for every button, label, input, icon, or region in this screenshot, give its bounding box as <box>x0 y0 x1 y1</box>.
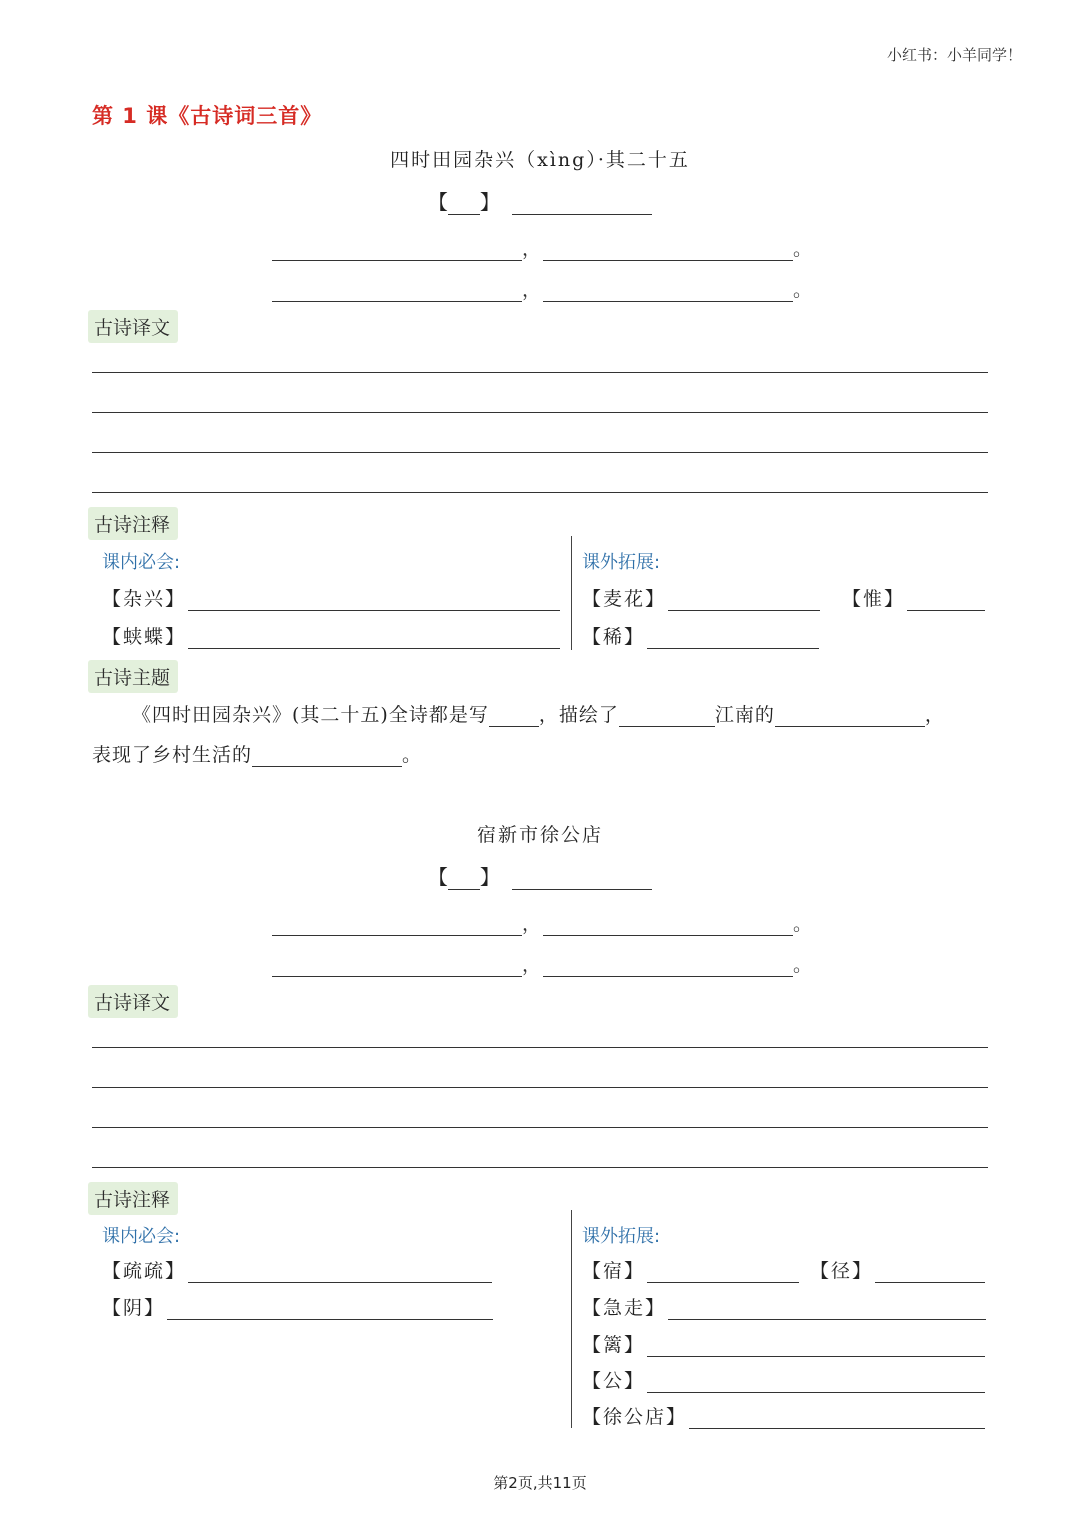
period: 。 <box>793 954 813 976</box>
note-term: 【疏疏】 <box>102 1260 187 1282</box>
note-blank[interactable] <box>188 588 560 611</box>
theme-text: 表现了乡村生活的 <box>92 744 253 766</box>
note-blank[interactable] <box>647 1370 985 1393</box>
poem2-notes-tag: 古诗注释 <box>88 1182 178 1215</box>
theme-text: 《四时田园杂兴》(其二十五)全诗都是写 <box>132 704 489 726</box>
author-blank[interactable] <box>512 869 652 890</box>
translation-line[interactable] <box>92 1047 988 1048</box>
translation-line[interactable] <box>92 452 988 453</box>
poem2-translation-tag: 古诗译文 <box>88 985 178 1018</box>
note-term: 【稀】 <box>582 626 646 648</box>
note-item-gong <box>582 1366 985 1393</box>
note-item-xugongdian <box>582 1402 985 1429</box>
period: 。 <box>793 279 813 301</box>
poem1-translation-tag: 古诗译文 <box>88 310 178 343</box>
translation-line[interactable] <box>92 1127 988 1128</box>
verse-blank[interactable] <box>272 281 522 302</box>
note-item-jizou <box>582 1293 986 1320</box>
comma: ， <box>522 913 542 935</box>
note-blank[interactable] <box>907 588 985 611</box>
note-term: 【麦花】 <box>582 588 667 610</box>
bracket-close: 】 <box>479 865 500 889</box>
note-term: 【蛱蝶】 <box>102 626 187 648</box>
note-blank[interactable] <box>188 1260 492 1283</box>
translation-line[interactable] <box>92 372 988 373</box>
period: 。 <box>793 913 813 935</box>
verse-blank[interactable] <box>272 240 522 261</box>
note-item-su <box>582 1256 799 1283</box>
note-item-li <box>582 1330 985 1357</box>
poem1-theme-tag: 古诗主题 <box>88 660 178 693</box>
verse-blank[interactable] <box>543 915 793 936</box>
note-blank[interactable] <box>647 1334 985 1357</box>
note-item-jiadie <box>102 622 560 649</box>
dynasty-blank[interactable] <box>448 194 480 215</box>
theme-text: ，描绘了 <box>538 704 619 726</box>
theme-line-2 <box>92 740 422 767</box>
theme-text: ， <box>924 704 945 726</box>
poem2-inclass-heading: 课内必会: <box>102 1226 181 1247</box>
lesson-title: 第 1 课《古诗词三首》 <box>92 104 323 128</box>
note-blank[interactable] <box>668 1297 986 1320</box>
translation-line[interactable] <box>92 412 988 413</box>
poem1-notes-tag: 古诗注释 <box>88 507 178 540</box>
translation-line[interactable] <box>92 1087 988 1088</box>
watermark-text: 小红书：小羊同学！ <box>886 46 1022 64</box>
note-term: 【阴】 <box>102 1297 166 1319</box>
note-blank[interactable] <box>647 1260 799 1283</box>
poem1-verse-line-2 <box>272 275 832 302</box>
period: 。 <box>793 238 813 260</box>
poem1-author-line <box>0 186 1080 215</box>
note-blank[interactable] <box>668 588 820 611</box>
note-blank[interactable] <box>167 1297 493 1320</box>
theme-blank[interactable] <box>489 706 539 727</box>
theme-blank[interactable] <box>252 746 402 767</box>
poem2-verse-line-1 <box>272 909 832 936</box>
theme-text: 江南的 <box>714 704 775 726</box>
note-term: 【急走】 <box>582 1297 667 1319</box>
note-blank[interactable] <box>875 1260 985 1283</box>
note-item-xi <box>582 622 819 649</box>
note-blank[interactable] <box>188 626 560 649</box>
note-item-shushu <box>102 1256 492 1283</box>
note-term: 【杂兴】 <box>102 588 187 610</box>
note-item-zaxing <box>102 584 560 611</box>
translation-line[interactable] <box>92 492 988 493</box>
poem1-title: 四时田园杂兴（xìng）·其二十五 <box>390 149 690 171</box>
author-blank[interactable] <box>512 194 652 215</box>
note-item-maihua <box>582 584 820 611</box>
note-blank[interactable] <box>689 1406 985 1429</box>
translation-line[interactable] <box>92 1167 988 1168</box>
bracket-open: 【 <box>427 865 448 889</box>
verse-blank[interactable] <box>272 915 522 936</box>
poem1-inclass-heading: 课内必会: <box>102 552 181 573</box>
note-term: 【径】 <box>810 1260 874 1282</box>
note-item-jing <box>810 1256 985 1283</box>
column-divider <box>571 1210 572 1428</box>
dynasty-blank[interactable] <box>448 869 480 890</box>
poem2-author-line <box>0 861 1080 890</box>
verse-blank[interactable] <box>543 956 793 977</box>
verse-blank[interactable] <box>543 281 793 302</box>
poem2-title: 宿新市徐公店 <box>476 824 603 846</box>
verse-blank[interactable] <box>543 240 793 261</box>
page-number: 第2页,共11页 <box>493 1474 587 1492</box>
comma: ， <box>522 279 542 301</box>
note-term: 【徐公店】 <box>582 1406 688 1428</box>
note-term: 【公】 <box>582 1370 646 1392</box>
note-term: 【篱】 <box>582 1334 646 1356</box>
column-divider <box>571 536 572 650</box>
poem1-extra-heading: 课外拓展: <box>582 552 661 573</box>
comma: ， <box>522 238 542 260</box>
comma: ， <box>522 954 542 976</box>
theme-blank[interactable] <box>775 706 925 727</box>
note-term: 【宿】 <box>582 1260 646 1282</box>
note-item-yin <box>102 1293 493 1320</box>
note-blank[interactable] <box>647 626 819 649</box>
theme-text: 。 <box>402 744 423 766</box>
poem2-verse-line-2 <box>272 950 832 977</box>
poem2-extra-heading: 课外拓展: <box>582 1226 661 1247</box>
theme-blank[interactable] <box>619 706 715 727</box>
bracket-close: 】 <box>479 190 500 214</box>
verse-blank[interactable] <box>272 956 522 977</box>
poem1-verse-line-1 <box>272 234 832 261</box>
bracket-open: 【 <box>427 190 448 214</box>
theme-line-1 <box>132 700 945 727</box>
note-term: 【惟】 <box>842 588 906 610</box>
note-item-wei <box>842 584 985 611</box>
